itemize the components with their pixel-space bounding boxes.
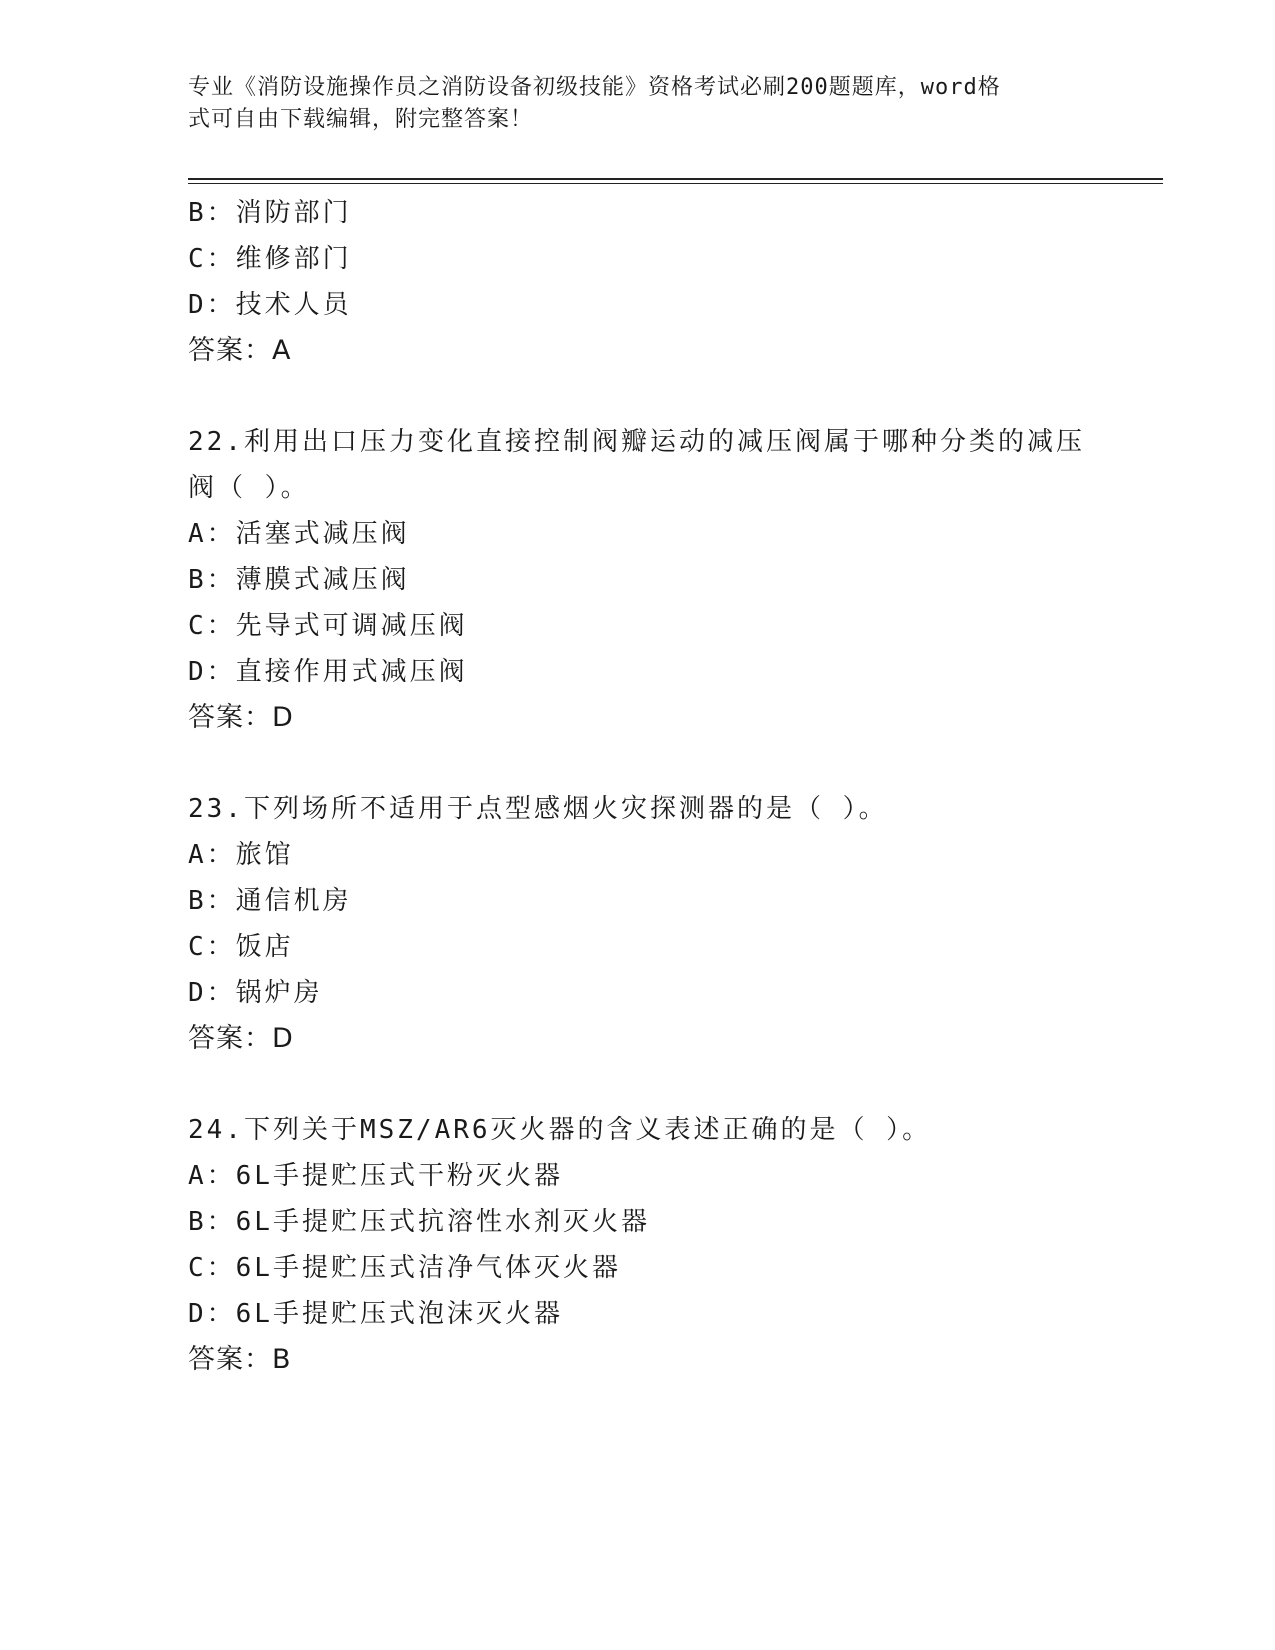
question-stem: 24.下列关于MSZ/AR6灭火器的含义表述正确的是（ ）。 bbox=[188, 1115, 932, 1145]
question-21-continuation bbox=[188, 190, 1088, 374]
option-a: A：6L手提贮压式干粉灭火器 bbox=[188, 1161, 563, 1191]
header-divider bbox=[188, 178, 1163, 180]
option-d: D：直接作用式减压阀 bbox=[188, 657, 468, 687]
document-header bbox=[188, 72, 1088, 136]
question-stem: 23.下列场所不适用于点型感烟火灾探测器的是（ ）。 bbox=[188, 794, 888, 824]
question-list bbox=[188, 190, 1088, 1383]
option-b: B：薄膜式减压阀 bbox=[188, 565, 410, 595]
option-c: C：饭店 bbox=[188, 932, 294, 962]
option-a: A：活塞式减压阀 bbox=[188, 519, 410, 549]
header-divider-thin bbox=[188, 183, 1163, 184]
option-c: C：6L手提贮压式洁净气体灭火器 bbox=[188, 1253, 621, 1283]
option-d: D：技术人员 bbox=[188, 290, 352, 320]
question-22 bbox=[188, 419, 1088, 741]
option-b: B：6L手提贮压式抗溶性水剂灭火器 bbox=[188, 1207, 650, 1237]
header-line-2: 式可自由下载编辑，附完整答案！ bbox=[188, 107, 534, 132]
question-stem-cont: 阀（ ）。 bbox=[188, 473, 310, 503]
header-line-1: 专业《消防设施操作员之消防设备初级技能》资格考试必刷200题题库，word格 bbox=[188, 75, 1001, 100]
answer-line: 答案：A bbox=[188, 335, 292, 366]
question-24 bbox=[188, 1107, 1088, 1383]
option-b: B：通信机房 bbox=[188, 886, 352, 916]
question-stem: 22.利用出口压力变化直接控制阀瓣运动的减压阀属于哪种分类的减压 bbox=[188, 427, 1085, 457]
option-b: B：消防部门 bbox=[188, 198, 352, 228]
answer-line: 答案：B bbox=[188, 1344, 292, 1375]
answer-line: 答案：D bbox=[188, 1023, 294, 1054]
option-d: D：6L手提贮压式泡沫灭火器 bbox=[188, 1299, 563, 1329]
answer-line: 答案：D bbox=[188, 702, 294, 733]
question-23 bbox=[188, 786, 1088, 1062]
option-c: C：维修部门 bbox=[188, 244, 352, 274]
option-c: C：先导式可调减压阀 bbox=[188, 611, 468, 641]
option-a: A：旅馆 bbox=[188, 840, 294, 870]
option-d: D：锅炉房 bbox=[188, 978, 323, 1008]
